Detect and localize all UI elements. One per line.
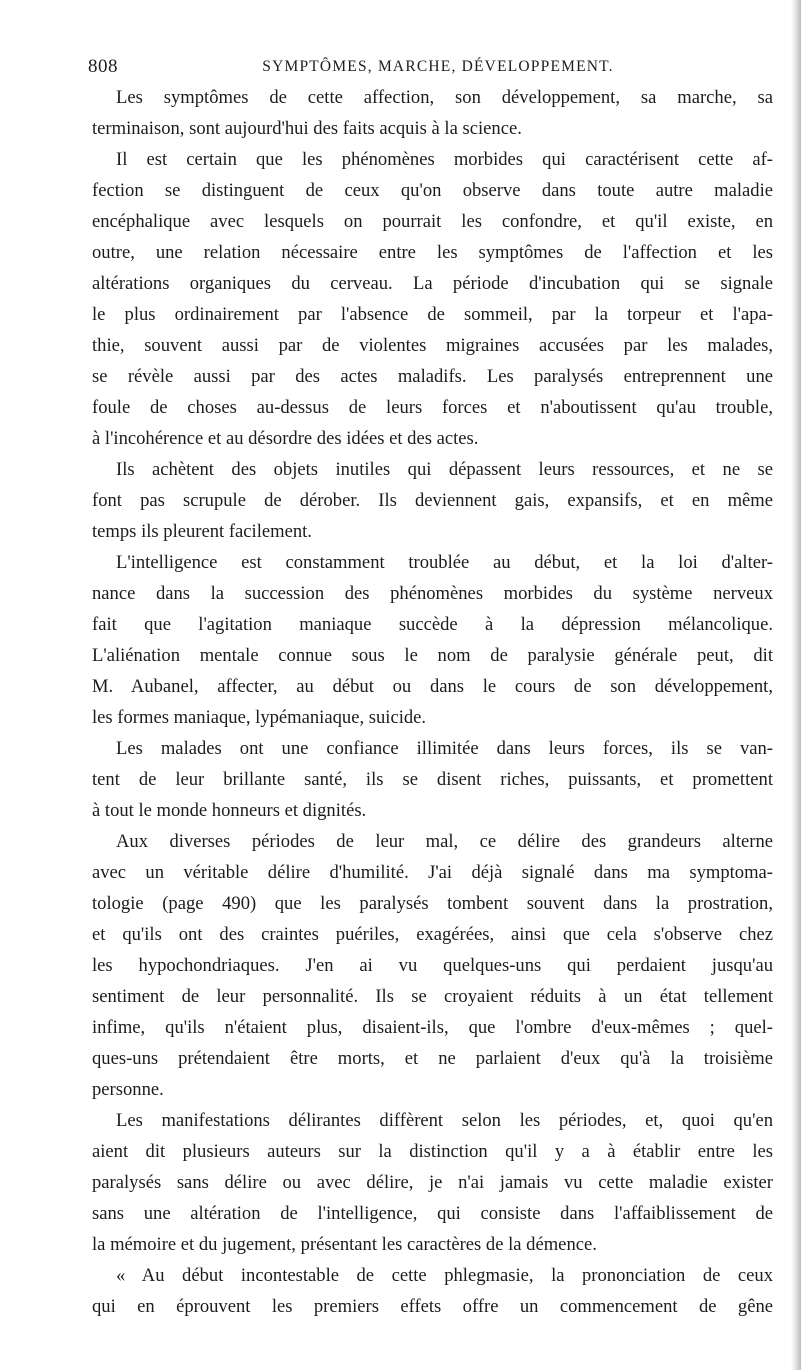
text-line: personne.: [92, 1079, 164, 1100]
text-line: L'aliénation mentale connue sous le nom de paralysie générale peut, dit: [92, 645, 773, 666]
text-line: fection se distinguent de ceux qu'on observe dans toute autre maladie: [92, 180, 773, 201]
text-line: à l'incohérence et au désordre des idées et des actes.: [92, 428, 479, 449]
text-line: Les malades ont une confiance illimitée dans leurs forces, ils se van-: [116, 738, 773, 759]
text-line: Il est certain que les phénomènes morbides qui caractérisent cette af-: [116, 149, 773, 170]
text-line: et qu'ils ont des craintes puériles, exagérées, ainsi que cela s'observe chez: [92, 924, 773, 945]
page-number: 808: [88, 56, 118, 77]
running-head: SYMPTÔMES, MARCHE, DÉVELOPPEMENT.: [262, 58, 614, 75]
text-line: thie, souvent aussi par de violentes migraines accusées par les malades,: [92, 335, 773, 356]
text-line: nance dans la succession des phénomènes morbides du système nerveux: [92, 583, 773, 604]
text-line: aient dit plusieurs auteurs sur la distinction qu'il y a à établir entre les: [92, 1141, 773, 1162]
text-line: temps ils pleurent facilement.: [92, 521, 312, 542]
text-line: se révèle aussi par des actes maladifs. Les paralysés entreprennent une: [92, 366, 773, 387]
page-header: [88, 56, 778, 82]
page-edge-shadow: [791, 0, 801, 1370]
text-line: font pas scrupule de dérober. Ils deviennent gais, expansifs, et en même: [92, 490, 773, 511]
text-line: les hypochondriaques. J'en ai vu quelques-uns qui perdaient jusqu'au: [92, 955, 773, 976]
text-line: tent de leur brillante santé, ils se disent riches, puissants, et promettent: [92, 769, 773, 790]
body-text: [92, 82, 773, 1322]
text-line: qui en éprouvent les premiers effets offre un commencement de gêne: [92, 1296, 773, 1317]
text-line: Les symptômes de cette affection, son développement, sa marche, sa: [116, 87, 773, 108]
text-line: L'intelligence est constamment troublée au début, et la loi d'alter-: [116, 552, 773, 573]
text-line: Aux diverses périodes de leur mal, ce délire des grandeurs alterne: [116, 831, 773, 852]
text-line: foule de choses au-dessus de leurs forces et n'aboutissent qu'au trouble,: [92, 397, 773, 418]
text-line: fait que l'agitation maniaque succède à la dépression mélancolique.: [92, 614, 773, 635]
text-line: M. Aubanel, affecter, au début ou dans le cours de son développement,: [92, 676, 773, 697]
text-line: les formes maniaque, lypémaniaque, suicide.: [92, 707, 427, 728]
text-line: ques-uns prétendaient être morts, et ne parlaient d'eux qu'à la troisième: [92, 1048, 773, 1069]
text-line: le plus ordinairement par l'absence de sommeil, par la torpeur et l'apa-: [92, 304, 773, 325]
text-line: encéphalique avec lesquels on pourrait les confondre, et qu'il existe, en: [92, 211, 773, 232]
text-line: la mémoire et du jugement, présentant les caractères de la démence.: [92, 1234, 597, 1255]
text-line: « Au début incontestable de cette phlegmasie, la prononciation de ceux: [116, 1265, 773, 1286]
text-line: Ils achètent des objets inutiles qui dépassent leurs ressources, et ne se: [116, 459, 773, 480]
text-line: avec un véritable délire d'humilité. J'ai déjà signalé dans ma symptoma-: [92, 862, 773, 883]
text-line: tologie (page 490) que les paralysés tombent souvent dans la prostration,: [92, 893, 773, 914]
text-line: outre, une relation nécessaire entre les symptômes de l'affection et les: [92, 242, 773, 263]
text-line: à tout le monde honneurs et dignités.: [92, 800, 367, 821]
text-line: infime, qu'ils n'étaient plus, disaient-ils, que l'ombre d'eux-mêmes ; quel-: [92, 1017, 773, 1038]
text-line: altérations organiques du cerveau. La période d'incubation qui se signale: [92, 273, 773, 294]
text-line: sans une altération de l'intelligence, qui consiste dans l'affaiblissement de: [92, 1203, 773, 1224]
text-line: Les manifestations délirantes diffèrent selon les périodes, et, quoi qu'en: [116, 1110, 773, 1131]
text-line: paralysés sans délire ou avec délire, je n'ai jamais vu cette maladie exister: [92, 1172, 773, 1193]
text-line: sentiment de leur personnalité. Ils se croyaient réduits à un état tellement: [92, 986, 773, 1007]
text-line: terminaison, sont aujourd'hui des faits acquis à la science.: [92, 118, 522, 139]
